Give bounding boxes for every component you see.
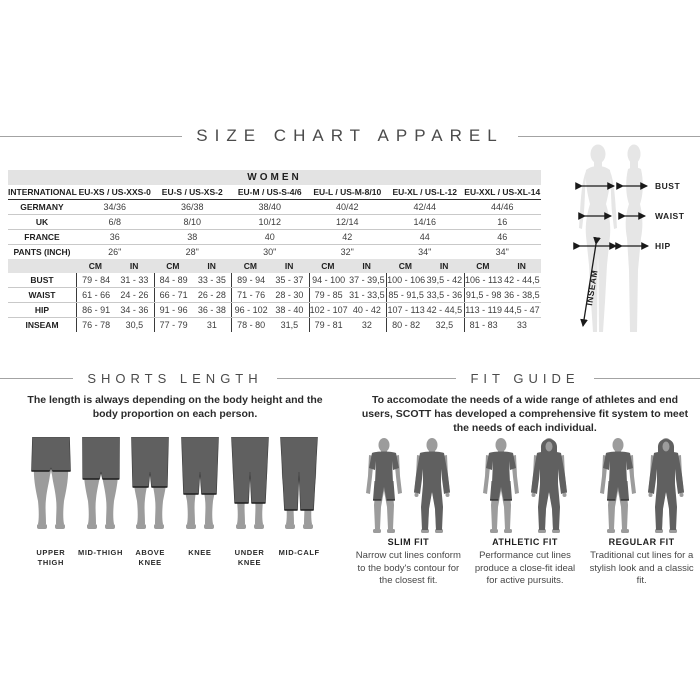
table-cell: 42 [342, 232, 353, 242]
table-cell-cm: 91,5 - 98 [465, 290, 502, 300]
table-cell-in: 31 - 33 [120, 275, 149, 285]
table-cell-in: 39,5 - 42 [426, 275, 463, 285]
table-cell-in: 32,5 [435, 320, 454, 330]
table-cell-cm: 89 - 94 [237, 275, 266, 285]
table-cell-cm: 94 - 100 [312, 275, 346, 285]
table-size-column-header: EU-XS / US-XXS-0 [78, 187, 151, 197]
table-cell: 44 [419, 232, 430, 242]
shorts-variant-mid-calf [274, 437, 324, 568]
table-cell-in: 42 - 44,5 [504, 275, 540, 285]
table-cell: 36/38 [180, 202, 204, 212]
table-measure-row [8, 303, 541, 318]
table-cell: 44/46 [490, 202, 514, 212]
table-cell-cm: 71 - 76 [237, 290, 266, 300]
table-size-column-header: EU-XL / US-L-12 [392, 187, 458, 197]
table-cell-in: 31,5 [280, 320, 299, 330]
table-row-label: HIP [34, 305, 50, 315]
table-cell-cm: 80 - 82 [392, 320, 421, 330]
table-cell-cm: 113 - 119 [465, 305, 502, 315]
table-cell-in: 38 - 40 [275, 305, 304, 315]
table-cell-in: 26 - 28 [197, 290, 226, 300]
table-cell-in: 28 - 30 [275, 290, 304, 300]
table-unit-header-row [8, 259, 541, 273]
table-row-label: GERMANY [20, 202, 64, 212]
table-women-band: WOMEN [8, 170, 541, 185]
fit-description: Traditional cut lines for a stylish look and a classic fit. [589, 550, 694, 587]
table-cell-in: 31 [206, 320, 217, 330]
table-cell-cm: 86 - 91 [82, 305, 111, 315]
shorts-above-knee-illustration [127, 437, 173, 536]
table-cell-in: 35 - 37 [275, 275, 304, 285]
unit-cm-header: CM [243, 261, 257, 271]
table-cell: 38/40 [258, 202, 282, 212]
table-cell-cm: 77 - 79 [159, 320, 188, 330]
table-row-label: UK [35, 217, 49, 227]
regular-fit-illustration [596, 437, 688, 529]
fit-guide-heading-rule [350, 371, 700, 386]
shorts-mid-thigh-illustration [78, 437, 124, 536]
table-row [8, 200, 541, 215]
unit-cm-header: CM [88, 261, 102, 271]
table-cell: 6/8 [108, 217, 121, 227]
fit-regular [583, 437, 700, 588]
table-cell: 40 [264, 232, 275, 242]
fit-label: SLIM FIT [387, 537, 430, 547]
table-cell-in: 44,5 - 47 [504, 305, 540, 315]
shorts-variant-mid-thigh [76, 437, 126, 568]
table-size-column-header: EU-L / US-M-8/10 [313, 187, 382, 197]
unit-in-header: IN [207, 261, 216, 271]
shorts-variant-label: MID-CALF [278, 548, 320, 557]
fit-slim [350, 437, 467, 588]
table-cell-in: 34 - 36 [120, 305, 149, 315]
shorts-variant-label: MID-THIGH [78, 548, 123, 557]
unit-in-header: IN [284, 261, 294, 271]
table-cell: 8/10 [183, 217, 202, 227]
fit-guide-illustrations [350, 437, 700, 588]
table-cell: 34/36 [103, 202, 127, 212]
table-cell: 10/12 [258, 217, 282, 227]
table-row [8, 230, 541, 245]
table-cell-cm: 78 - 80 [237, 320, 266, 330]
waist-arrow-label: WAIST [655, 211, 685, 221]
table-cell-in: 42 - 44,5 [426, 305, 463, 315]
table-cell-cm: 96 - 102 [234, 305, 268, 315]
table-row-label: FRANCE [24, 232, 60, 242]
table-cell: 14/16 [413, 217, 437, 227]
fit-description: Performance cut lines produce a close-fit ideal for active pursuits. [474, 550, 576, 587]
shorts-variant-knee [175, 437, 225, 568]
unit-in-header: IN [517, 261, 526, 271]
table-cell-cm: 106 - 113 [464, 275, 503, 285]
table-measure-row [8, 318, 541, 332]
table-cell-in: 24 - 26 [120, 290, 149, 300]
table-cell-cm: 79 - 85 [314, 290, 343, 300]
table-row-label: INSEAM [25, 320, 59, 330]
table-row-label: PANTS (INCH) [13, 247, 71, 257]
table-size-column-header: EU-M / US-S-4/6 [237, 187, 302, 197]
page-title: SIZE CHART APPAREL [196, 126, 504, 145]
table-row [8, 215, 541, 230]
table-cell: 40/42 [335, 202, 359, 212]
unit-in-header: IN [129, 261, 139, 271]
table-row-label: WAIST [28, 290, 56, 300]
table-cell: 42/44 [413, 202, 437, 212]
table-cell: 30" [263, 247, 277, 257]
table-cell-in: 33 - 35 [197, 275, 226, 285]
table-measure-row [8, 273, 541, 288]
table-size-column-header: EU-S / US-XS-2 [161, 187, 223, 197]
table-cell: 26" [108, 247, 122, 257]
fit-guide-heading: FIT GUIDE [470, 371, 580, 386]
shorts-variant-label: UPPER THIGH [36, 548, 66, 567]
fit-guide-description: To accomodate the needs of a wide range of athletes and end users, SCOTT has developed a comprehensive fit system to meet the needs of each individual. [361, 394, 689, 435]
inseam-arrow-label: INSEAM [584, 269, 600, 307]
table-cell: 28" [185, 247, 199, 257]
shorts-variant-label: ABOVE KNEE [135, 548, 165, 567]
shorts-upper-thigh-illustration [28, 437, 74, 536]
table-cell: 34" [495, 247, 509, 257]
shorts-variant-under-knee [225, 437, 275, 568]
table-cell: 34" [418, 247, 432, 257]
table-cell: 16 [497, 217, 508, 227]
unit-cm-header: CM [321, 261, 335, 271]
table-cell-cm: 107 - 113 [387, 305, 425, 315]
size-table [8, 170, 541, 332]
bust-arrow-label: BUST [655, 181, 681, 191]
table-cell-in: 36 - 38 [197, 305, 226, 315]
table-cell-in: 36 - 38,5 [504, 290, 540, 300]
table-row [8, 245, 541, 259]
table-cell-cm: 81 - 83 [469, 320, 498, 330]
table-cell-in: 32 [361, 320, 372, 330]
side-figure-silhouette [626, 145, 643, 333]
table-cell-cm: 79 - 84 [82, 275, 111, 285]
table-cell: 38 [187, 232, 198, 242]
shorts-knee-illustration [177, 437, 223, 536]
table-cell-in: 37 - 39,5 [349, 275, 385, 285]
shorts-length-illustrations [26, 437, 324, 568]
hip-arrow-label: HIP [655, 241, 671, 251]
slim-fit-illustration [362, 437, 454, 529]
table-cell-cm: 61 - 66 [82, 290, 111, 300]
unit-cm-header: CM [166, 261, 180, 271]
table-cell-in: 33 [516, 320, 527, 330]
fit-description: Narrow cut lines conform to the body's contour for the closest fit. [355, 550, 461, 587]
shorts-variant-label: UNDER KNEE [234, 548, 265, 567]
fit-label: ATHLETIC FIT [492, 537, 558, 547]
shorts-variant-upper-thigh [26, 437, 76, 568]
table-cell: 36 [109, 232, 120, 242]
table-cell-cm: 76 - 78 [82, 320, 111, 330]
unit-cm-header: CM [476, 261, 490, 271]
shorts-length-heading-rule [0, 371, 350, 386]
table-cell: 46 [497, 232, 508, 242]
table-cell-cm: 91 - 96 [159, 305, 188, 315]
table-cell-in: 33,5 - 36 [426, 290, 463, 300]
fit-label: REGULAR FIT [608, 537, 675, 547]
table-cell: 32" [340, 247, 354, 257]
shorts-under-knee-illustration [227, 437, 273, 536]
table-cell-cm: 84 - 89 [159, 275, 188, 285]
table-cell-in: 30,5 [125, 320, 144, 330]
body-measurement-diagram [563, 140, 700, 347]
table-cell-cm: 100 - 106 [387, 275, 426, 285]
table-measure-row [8, 288, 541, 303]
athletic-fit-illustration [479, 437, 571, 529]
table-cell-in: 31 - 33,5 [349, 290, 385, 300]
shorts-length-description: The length is always depending on the body height and the body proportion on each person. [27, 394, 323, 421]
table-cell-cm: 102 - 107 [309, 305, 348, 315]
table-header-label: INTERNATIONAL [8, 187, 77, 197]
table-size-column-header: EU-XXL / US-XL-14 [464, 187, 541, 197]
table-cell-in: 40 - 42 [352, 305, 381, 315]
table-cell-cm: 79 - 81 [314, 320, 343, 330]
table-row-label: BUST [30, 275, 54, 285]
shorts-mid-calf-illustration [276, 437, 322, 536]
table-header-row [8, 185, 541, 200]
shorts-variant-label: KNEE [188, 548, 212, 557]
table-cell: 12/14 [335, 217, 359, 227]
shorts-variant-above-knee [125, 437, 175, 568]
shorts-length-heading: SHORTS LENGTH [87, 371, 263, 386]
fit-athletic [467, 437, 584, 588]
table-cell-cm: 85 - 91,5 [388, 290, 424, 300]
unit-cm-header: CM [398, 261, 412, 271]
unit-in-header: IN [439, 261, 449, 271]
table-cell-cm: 66 - 71 [159, 290, 188, 300]
unit-in-header: IN [362, 261, 371, 271]
